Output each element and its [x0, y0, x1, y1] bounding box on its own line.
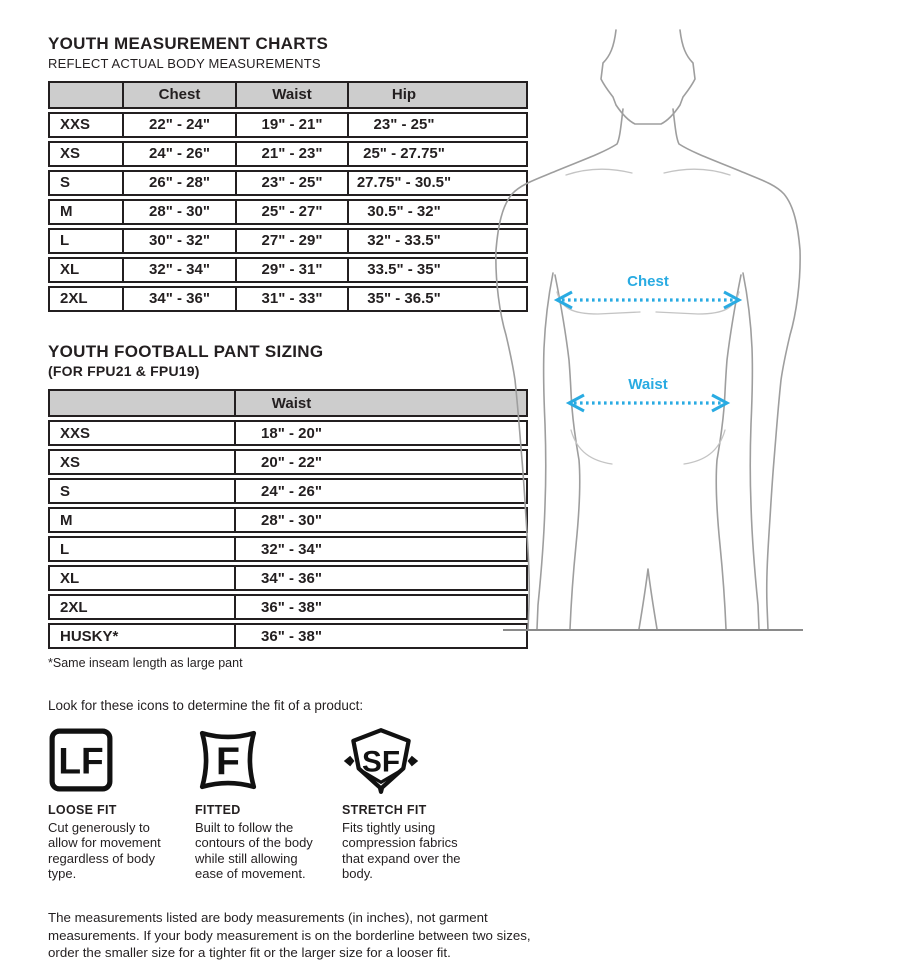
- size-label: S: [60, 174, 71, 192]
- chest-label: Chest: [627, 273, 669, 290]
- size-label: XS: [60, 145, 81, 163]
- measurement-table-header: [48, 81, 528, 109]
- table-row: [48, 478, 528, 504]
- stretch-fit-column: [342, 727, 502, 881]
- svg-text:LF: LF: [58, 739, 104, 782]
- waist-value: 31" - 33": [235, 288, 347, 310]
- chest-value: 32" - 34": [122, 259, 235, 281]
- pant-sizing-section: [48, 342, 528, 671]
- waist-value: 18" - 20": [234, 422, 347, 444]
- size-label: HUSKY*: [60, 627, 119, 645]
- size-label: S: [60, 482, 71, 500]
- table-row: [48, 565, 528, 591]
- chest-value: 28" - 30": [122, 201, 235, 223]
- hip-value: 30.5" - 32": [347, 201, 459, 223]
- table-row: [48, 141, 528, 167]
- header-size: [50, 391, 234, 415]
- hip-value: 25" - 27.75": [347, 143, 459, 165]
- waist-value: 20" - 22": [234, 451, 347, 473]
- waist-value: 24" - 26": [234, 480, 347, 502]
- waist-value: 27" - 29": [235, 230, 347, 252]
- waist-value: 36" - 38": [234, 596, 347, 618]
- size-label: XL: [60, 261, 80, 279]
- size-label: XXS: [60, 424, 91, 442]
- size-label: L: [60, 232, 70, 250]
- hip-value: 33.5" - 35": [347, 259, 459, 281]
- svg-text:F: F: [216, 740, 240, 784]
- waist-value: 23" - 25": [235, 172, 347, 194]
- footer-note: The measurements listed are body measurements (in inches), not garment measurements. If your body measurement is on the borderline between two sizes, order the smaller size for a tighter fit or the larger size for a looser fit.: [48, 910, 531, 960]
- loose-fit-name: LOOSE FIT: [48, 803, 117, 818]
- table-row: [48, 257, 528, 283]
- chest-value: 26" - 28": [122, 172, 235, 194]
- table-row: [48, 199, 528, 225]
- size-label: XL: [60, 569, 80, 587]
- waist-value: 21" - 23": [235, 143, 347, 165]
- page-title: YOUTH MEASUREMENT CHARTS: [48, 34, 329, 53]
- chest-value: 24" - 26": [122, 143, 235, 165]
- svg-text:SF: SF: [361, 745, 401, 779]
- table-row: [48, 286, 528, 312]
- header-waist: Waist: [235, 83, 347, 107]
- size-label: 2XL: [60, 290, 88, 308]
- page-subtitle: REFLECT ACTUAL BODY MEASUREMENTS: [48, 55, 321, 71]
- header-size: [50, 83, 122, 107]
- pant-footnote: *Same inseam length as large pant: [48, 656, 243, 671]
- fit-intro-text: Look for these icons to determine the fit of a product:: [48, 698, 364, 714]
- measurement-table: [48, 81, 528, 312]
- size-label: M: [60, 203, 73, 221]
- fitted-column: [195, 727, 342, 881]
- waist-value: 32" - 34": [234, 538, 347, 560]
- waist-value: 34" - 36": [234, 567, 347, 589]
- table-row: [48, 449, 528, 475]
- table-row: [48, 112, 528, 138]
- table-row: [48, 594, 528, 620]
- chest-value: 34" - 36": [122, 288, 235, 310]
- size-label: M: [60, 511, 73, 529]
- pant-section-title: YOUTH FOOTBALL PANT SIZING: [48, 341, 324, 361]
- header-chest: Chest: [122, 83, 235, 107]
- waist-measure-arrow: [569, 395, 727, 411]
- loose-fit-column: [48, 727, 195, 881]
- table-row: [48, 507, 528, 533]
- chest-value: 22" - 24": [122, 114, 235, 136]
- fitted-description: Built to follow the contours of the body while still allowing ease of movement.: [195, 820, 313, 882]
- waist-value: 29" - 31": [235, 259, 347, 281]
- stretch-fit-name: STRETCH FIT: [342, 803, 427, 818]
- hip-value: 23" - 25": [347, 114, 459, 136]
- size-label: L: [60, 540, 70, 558]
- content-column: [48, 34, 531, 961]
- waist-value: 19" - 21": [235, 114, 347, 136]
- fitted-name: FITTED: [195, 803, 241, 818]
- table-row: [48, 536, 528, 562]
- chest-value: 30" - 32": [122, 230, 235, 252]
- pant-section-subtitle: (FOR FPU21 & FPU19): [48, 363, 200, 380]
- hip-value: 27.75" - 30.5": [347, 172, 459, 194]
- size-label: 2XL: [60, 598, 88, 616]
- waist-label: Waist: [628, 376, 668, 393]
- header-waist: Waist: [234, 391, 347, 415]
- chest-measure-arrow: [557, 292, 739, 308]
- waist-value: 25" - 27": [235, 201, 347, 223]
- waist-value: 28" - 30": [234, 509, 347, 531]
- hip-value: 32" - 33.5": [347, 230, 459, 252]
- hip-value: 35" - 36.5": [347, 288, 459, 310]
- header-hip: Hip: [347, 83, 459, 107]
- table-row: [48, 228, 528, 254]
- size-label: XXS: [60, 116, 91, 134]
- stretch-fit-description: Fits tightly using compression fabrics that expand over the body.: [342, 820, 461, 882]
- table-row: [48, 420, 528, 446]
- pant-table: [48, 389, 528, 649]
- fit-icons-row: [48, 727, 528, 881]
- loose-fit-description: Cut generously to allow for movement regardless of body type.: [48, 820, 161, 882]
- table-row: [48, 623, 528, 649]
- stretch-fit-icon: [342, 727, 502, 793]
- size-label: XS: [60, 453, 81, 471]
- table-row: [48, 170, 528, 196]
- body-diagram: [488, 18, 900, 638]
- loose-fit-icon: [48, 727, 195, 793]
- fitted-icon: [195, 727, 342, 793]
- waist-value: 36" - 38": [234, 625, 347, 647]
- pant-table-header: [48, 389, 528, 417]
